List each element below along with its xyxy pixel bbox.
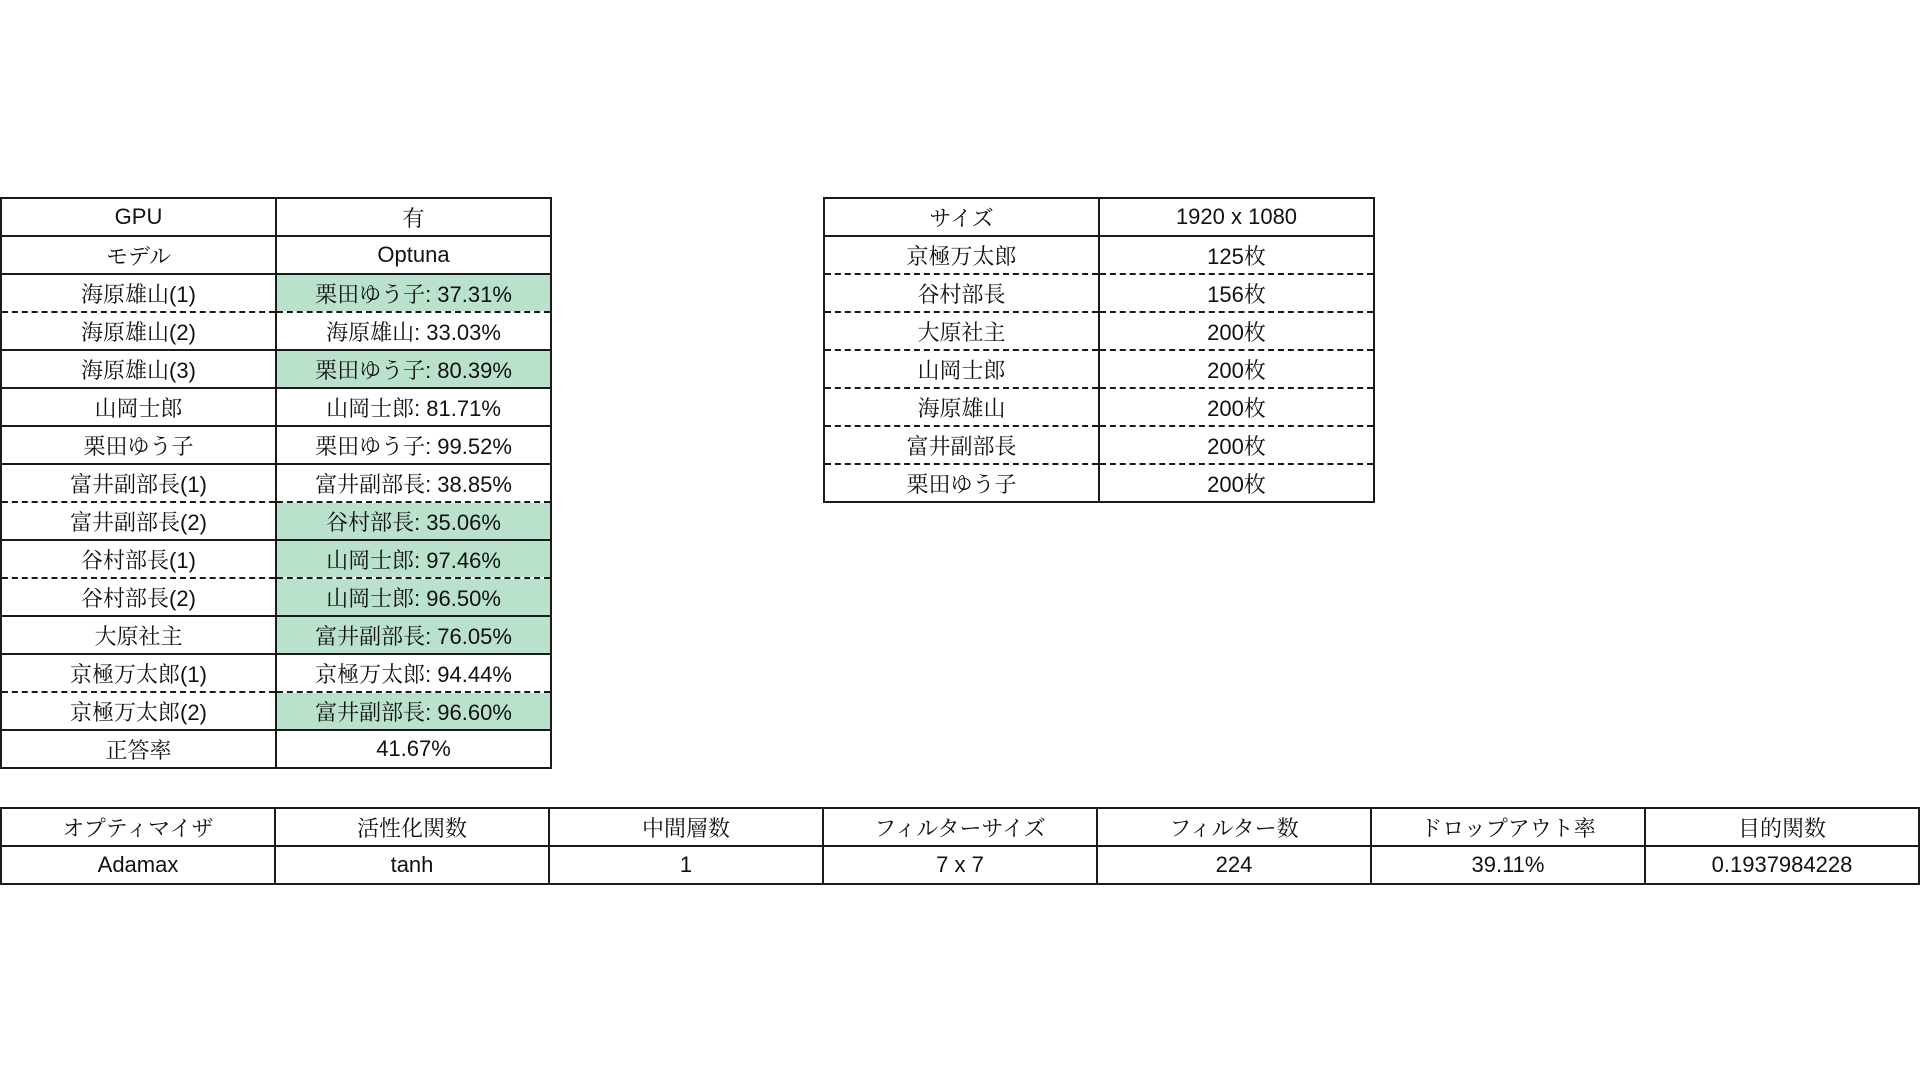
param-header-optimizer: オプティマイザ (1, 808, 275, 846)
dataset-table (823, 197, 1375, 503)
result-prediction: 栗田ゆう子: 80.39% (276, 350, 551, 388)
result-label: 栗田ゆう子 (1, 426, 276, 464)
size-row (824, 198, 1374, 236)
result-prediction: 栗田ゆう子: 99.52% (276, 426, 551, 464)
result-label: 京極万太郎(2) (1, 692, 276, 730)
param-value-optimizer: Adamax (1, 846, 275, 884)
param-header-activation: 活性化関数 (275, 808, 549, 846)
dataset-row (824, 426, 1374, 464)
result-prediction: 富井副部長: 38.85% (276, 464, 551, 502)
param-value-hidden-layers: 1 (549, 846, 823, 884)
dataset-row (824, 236, 1374, 274)
result-prediction: 山岡士郎: 81.71% (276, 388, 551, 426)
model-value: Optuna (276, 236, 551, 274)
param-value-dropout: 39.11% (1371, 846, 1645, 884)
dataset-count: 200枚 (1099, 312, 1374, 350)
dataset-row (824, 388, 1374, 426)
dataset-label: 山岡士郎 (824, 350, 1099, 388)
param-value-filter-size: 7 x 7 (823, 846, 1097, 884)
param-value-objective: 0.1937984228 (1645, 846, 1919, 884)
result-row (1, 502, 551, 540)
result-row (1, 616, 551, 654)
result-prediction: 谷村部長: 35.06% (276, 502, 551, 540)
model-row (1, 236, 551, 274)
dataset-label: 谷村部長 (824, 274, 1099, 312)
dataset-count: 200枚 (1099, 350, 1374, 388)
result-prediction: 京極万太郎: 94.44% (276, 654, 551, 692)
result-row (1, 654, 551, 692)
dataset-row (824, 274, 1374, 312)
params-header-row (1, 808, 1919, 846)
result-row (1, 578, 551, 616)
result-row (1, 692, 551, 730)
accuracy-label: 正答率 (1, 730, 276, 768)
dataset-label: 京極万太郎 (824, 236, 1099, 274)
result-label: 谷村部長(2) (1, 578, 276, 616)
result-prediction: 海原雄山: 33.03% (276, 312, 551, 350)
dataset-label: 栗田ゆう子 (824, 464, 1099, 502)
result-label: 海原雄山(1) (1, 274, 276, 312)
results-table (0, 197, 552, 769)
gpu-row (1, 198, 551, 236)
param-header-hidden-layers: 中間層数 (549, 808, 823, 846)
result-prediction: 山岡士郎: 97.46% (276, 540, 551, 578)
dataset-label: 海原雄山 (824, 388, 1099, 426)
result-row (1, 426, 551, 464)
accuracy-value: 41.67% (276, 730, 551, 768)
params-table (0, 807, 1920, 885)
param-header-dropout: ドロップアウト率 (1371, 808, 1645, 846)
result-label: 谷村部長(1) (1, 540, 276, 578)
dataset-count: 125枚 (1099, 236, 1374, 274)
result-row (1, 464, 551, 502)
param-header-filter-count: フィルター数 (1097, 808, 1371, 846)
result-prediction: 栗田ゆう子: 37.31% (276, 274, 551, 312)
dataset-label: 大原社主 (824, 312, 1099, 350)
dataset-count: 200枚 (1099, 464, 1374, 502)
result-label: 海原雄山(3) (1, 350, 276, 388)
dataset-count: 156枚 (1099, 274, 1374, 312)
result-label: 京極万太郎(1) (1, 654, 276, 692)
size-label: サイズ (824, 198, 1099, 236)
dataset-label: 富井副部長 (824, 426, 1099, 464)
dataset-row (824, 312, 1374, 350)
result-prediction: 山岡士郎: 96.50% (276, 578, 551, 616)
accuracy-row (1, 730, 551, 768)
result-row (1, 274, 551, 312)
result-row (1, 540, 551, 578)
result-label: 山岡士郎 (1, 388, 276, 426)
result-prediction: 富井副部長: 76.05% (276, 616, 551, 654)
dataset-row (824, 464, 1374, 502)
result-label: 大原社主 (1, 616, 276, 654)
param-header-filter-size: フィルターサイズ (823, 808, 1097, 846)
model-label: モデル (1, 236, 276, 274)
dataset-count: 200枚 (1099, 426, 1374, 464)
gpu-label: GPU (1, 198, 276, 236)
result-prediction: 富井副部長: 96.60% (276, 692, 551, 730)
result-label: 富井副部長(2) (1, 502, 276, 540)
param-value-activation: tanh (275, 846, 549, 884)
param-value-filter-count: 224 (1097, 846, 1371, 884)
result-row (1, 388, 551, 426)
dataset-count: 200枚 (1099, 388, 1374, 426)
params-value-row (1, 846, 1919, 884)
gpu-value: 有 (276, 198, 551, 236)
dataset-row (824, 350, 1374, 388)
result-row (1, 312, 551, 350)
result-label: 海原雄山(2) (1, 312, 276, 350)
param-header-objective: 目的関数 (1645, 808, 1919, 846)
size-value: 1920 x 1080 (1099, 198, 1374, 236)
result-label: 富井副部長(1) (1, 464, 276, 502)
result-row (1, 350, 551, 388)
